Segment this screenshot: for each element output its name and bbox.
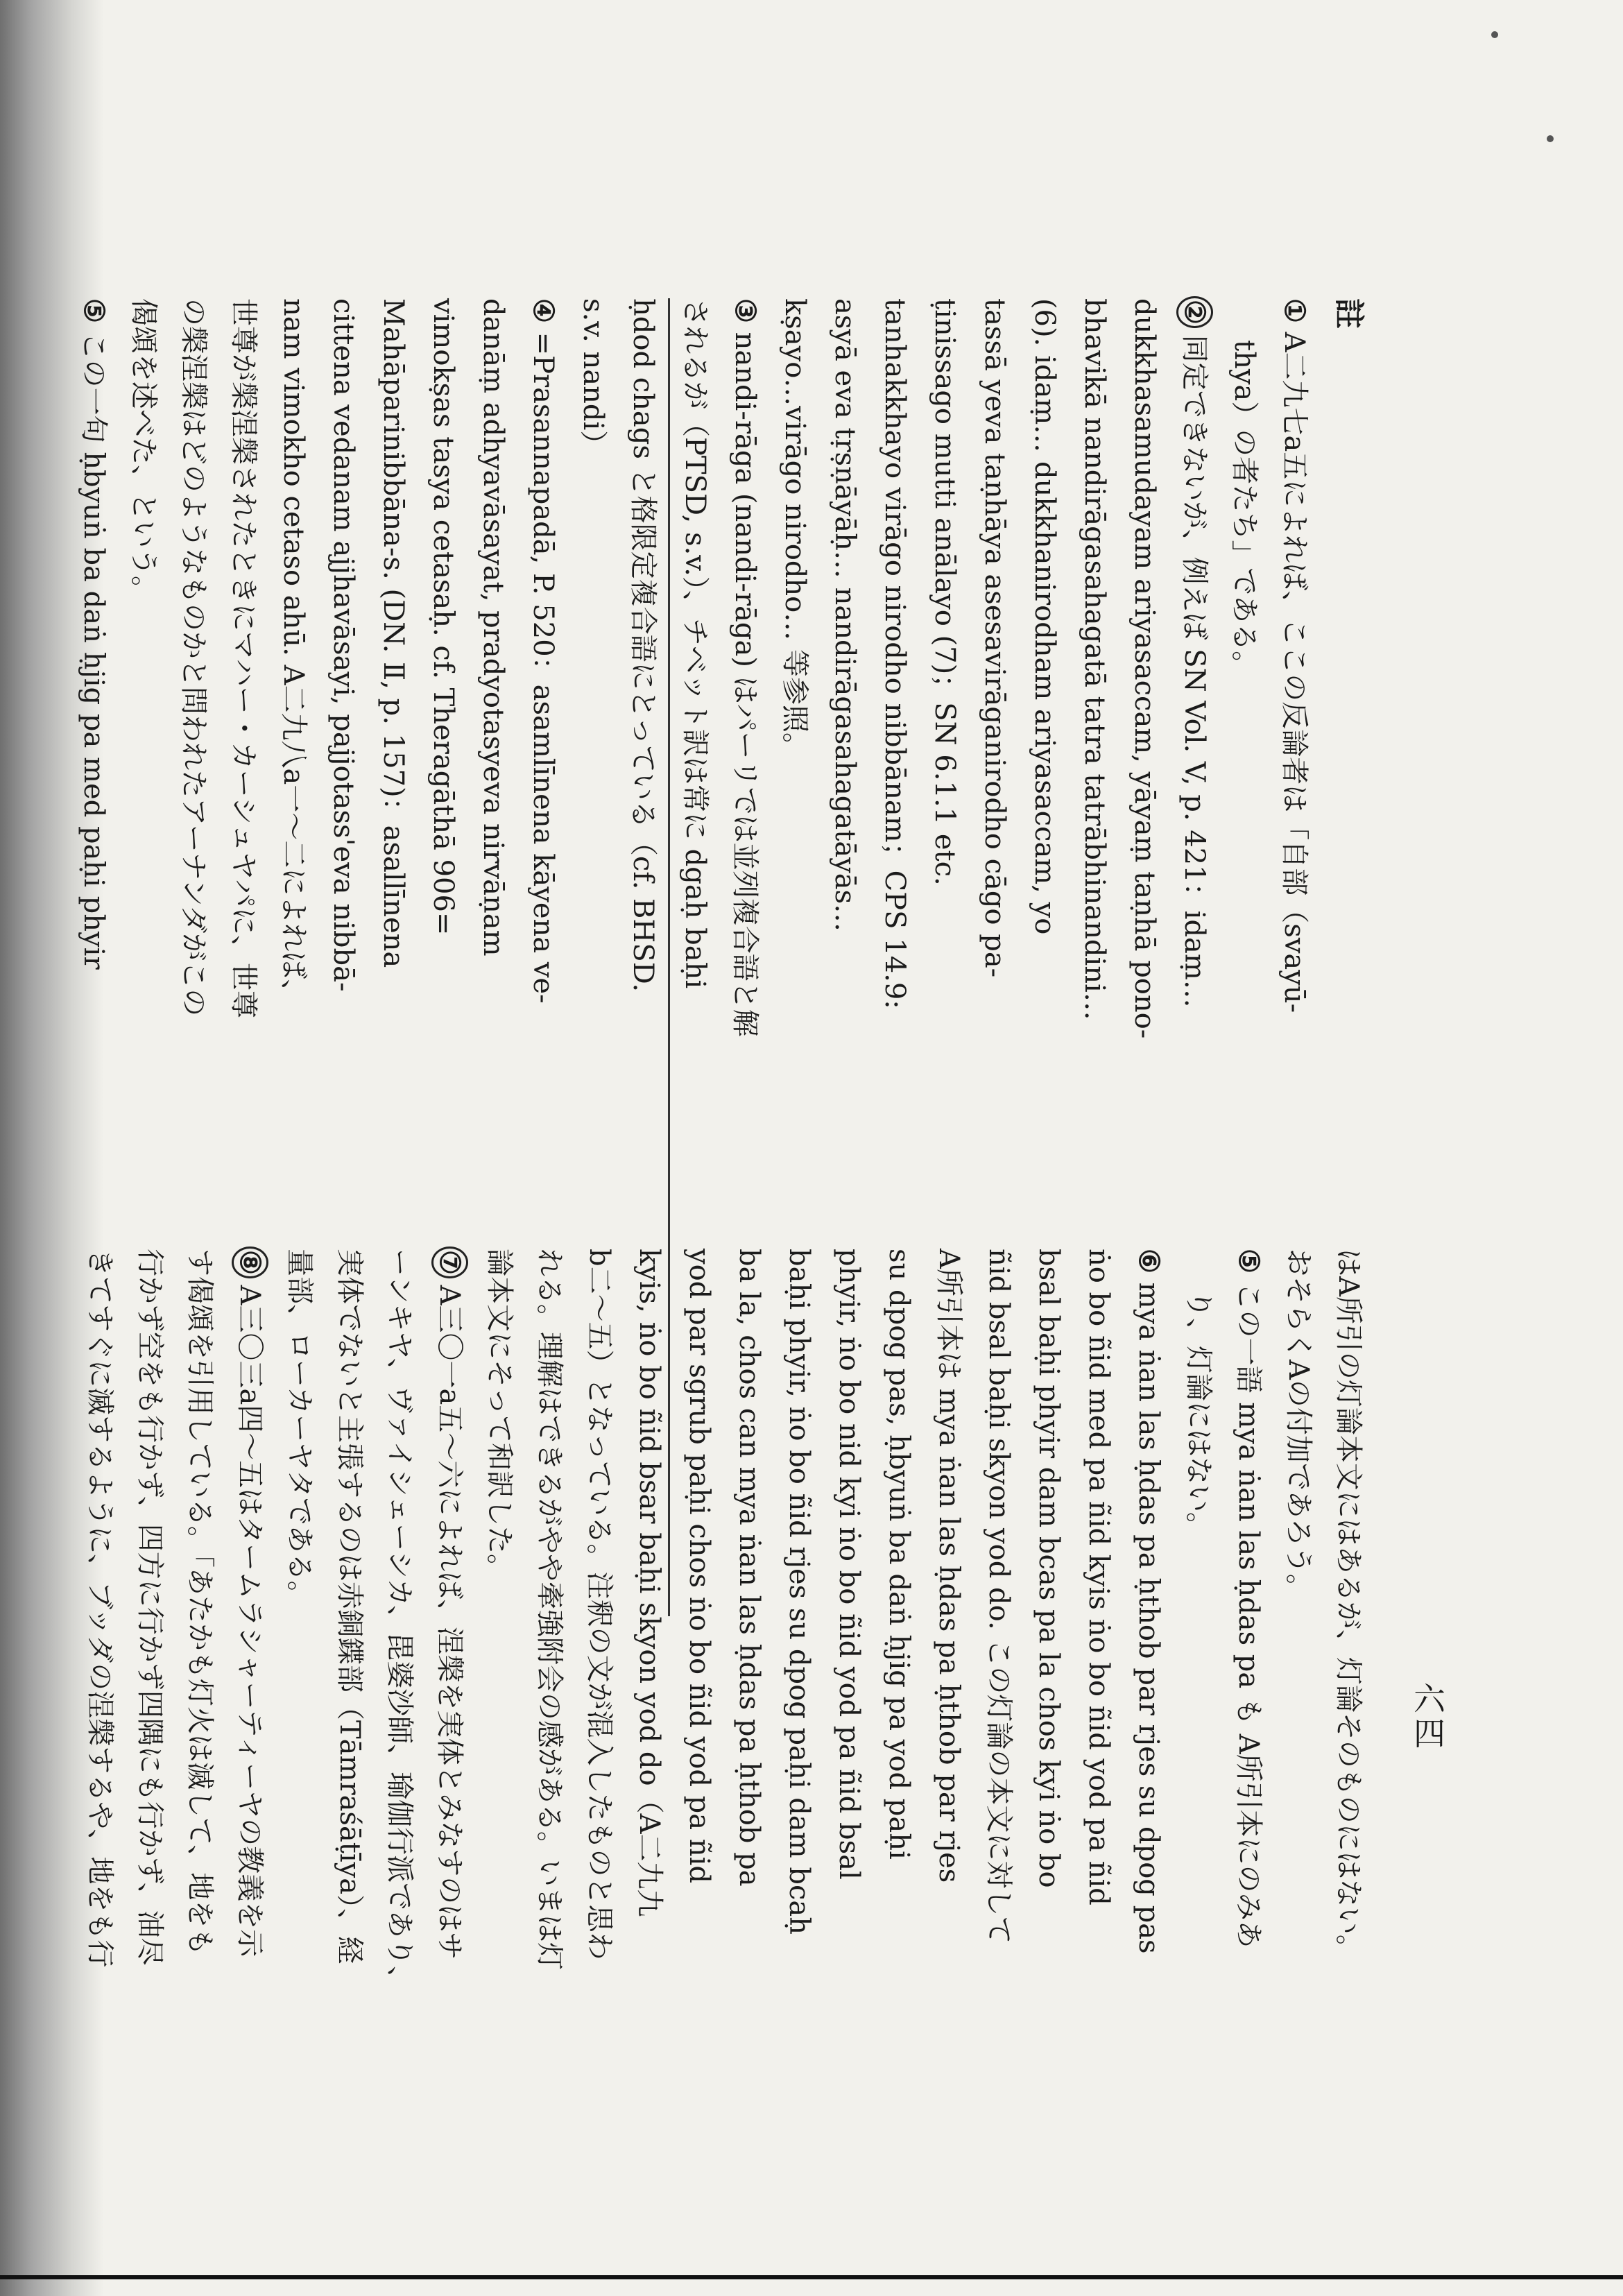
note-line: (6). idaṃ… dukkhanirodham ariyasaccam, yo: [1029, 298, 1060, 935]
note-line: kyis, ṅo bo ñid bsar baḥi skyon yod do（A二九九: [633, 1249, 665, 1917]
note-line: su dpog pas, ḥbyuṅ ba daṅ ḥjig pa yod paḥi: [883, 1249, 915, 1860]
note-line: dukkhasamudayam ariyasaccam, yāyaṃ taṇhā pono-: [1128, 298, 1160, 1039]
note-line: ーンキヤ、ヴァイシェーシカ、毘婆沙師、瑜伽行派であり、: [384, 1249, 415, 1994]
margin-mark: [1547, 135, 1554, 142]
note-line: はA所引の灯論本文にはあるが、灯論そのものにはない。: [1332, 1249, 1364, 1962]
note-7: ⑦ A三〇一a五〜六によれば、涅槃を実体とみなすのはサ ーンキヤ、ヴァイシェーシカ、毘婆沙師、瑜伽行派であり、 実体でないと主張するのは赤銅鍱部（Tāmraśāṭīya）、経 量部、ローカーヤタである。: [275, 1249, 474, 2171]
note-2: ② 同定できないが、例えば SN Vol. V, p. 421：idaṃ… dukkhasamudayam ariyasaccam, yāyaṃ taṇhā pono- bhavikā nandirāgasahagatā tatra tatrābhinandini… (6). idaṃ… dukkhanirodham ariyasaccam, yo tassā yeva taṇhāya asesavirāganirodho cāgo pa- ṭinissago mutti anālayo (7)；SN 6.1.1 etc. tanhakkhayo virāgo nirodho nibbānam；CPS 14.9: asyā eva tṛṣṇāyāḥ… nandirāgasahagatāyās… kṣayo…virāgo nirodho… 等参照。: [770, 298, 1219, 1616]
note-line: A二九七a五によれば、ここの反論者は「自部（svayū-: [1278, 332, 1310, 1013]
note-5: ⑤ この一句 ḥbyuṅ ba daṅ ḥjig pa med paḥi phyir: [78, 298, 110, 970]
note-line: 論本文にそって和訳した。: [483, 1249, 515, 1582]
bottom-rule: [0, 2275, 1623, 2279]
note-line: ṅo bo ñid med pa ñid kyis ṅo bo ñid yod pa ñid: [1083, 1249, 1115, 1905]
note-line: thya）の者たち」である。: [1228, 340, 1260, 679]
note-line: 同定できないが、例えば SN Vol. V, p. 421：idaṃ…: [1178, 334, 1210, 1008]
note-line: す偈頌を引用している。「あたかも灯火は滅して、地をも: [184, 1249, 216, 1956]
margin-mark: [1491, 31, 1498, 38]
note-6: ⑥ mya ṅan las ḥdas pa ḥthob par rjes su dpog pas ṅo bo ñid med pa ñid kyis ṅo bo ñid yod pa ñid bsal baḥi phyir dam bcas pa la chos kyi ṅo bo ñid bsal baḥi skyon yod do. この灯論の本文に対して A所引本は mya ṅan las ḥdas pa ḥthob par rjes su dpog pas, ḥbyuṅ ba daṅ ḥjig pa yod paḥi phyir, ṅo bo nid kyi ṅo bo ñid yod pa ñid bsal baḥi phyir, ṅo bo ñid rjes su dpog paḥi dam bcaḥ ba la, chos can mya ṅan las ḥdas pa ḥthob pa yod par sgrub paḥi chos ṅo bo ñid yod pa ñid kyis, ṅo bo ñid bsar baḥi skyon yod do（A二九九 b二〜五）となっている。注釈の文が混入したものと思わ れる。理解はできるがやや牽強附会の感がある。いまは灯 論本文にそって和訳した。: [474, 1249, 1174, 2171]
note-line: A三〇三a四〜五はタームラシャーティーヤの教義を示: [234, 1285, 266, 1957]
note-line: 実体でないと主張するのは赤銅鍱部（Tāmraśāṭīya）、経: [334, 1249, 366, 1964]
note-line: tassā yeva taṇhāya asesavirāganirodho cāgo pa-: [979, 298, 1011, 978]
note-line: A所引本は mya ṅan las ḥdas pa ḥthob par rjes: [933, 1249, 965, 1883]
note-line: 世尊が槃涅槃されたときにマハー・カーシュヤパに、世尊: [227, 298, 259, 1018]
note-line: bsal baḥi phyir dam bcas pa la chos kyi ṅo bo: [1033, 1249, 1065, 1888]
note-line: り、灯論にはない。: [1183, 1290, 1214, 1540]
note-1: ① A二九七a五によれば、ここの反論者は「自部（svayū- thya）の者たち」である。: [1219, 298, 1319, 1616]
note-5b: ⑤ この一語 mya ṅan las ḥdas pa も A所引本にのみあ り、灯論にはない。: [1174, 1249, 1273, 2171]
note-line: おそらくAの付加であろう。: [1282, 1249, 1314, 1602]
note-line: nam vimokho cetaso ahū. A二九八a一〜二によれば、: [277, 298, 309, 1007]
note-line: ba la, chos can mya ṅan las ḥdas pa ḥthob pa: [733, 1249, 765, 1887]
note-line: asyā eva tṛṣṇāyāḥ… nandirāgasahagatāyās…: [829, 298, 861, 932]
notes-heading: 註: [1331, 298, 1366, 329]
note-line: vimokṣas tasya cetasaḥ. cf. Theragāthā 906=: [427, 298, 459, 936]
note-line: きてすぐに滅するように、ブッダの涅槃するや、地をも行: [84, 1249, 116, 1968]
note-line: b二〜五）となっている。注釈の文が混入したものと思わ: [583, 1249, 615, 1960]
note-line: yod par sgrub paḥi chos ṅo bo ñid yod pa ñid: [683, 1249, 715, 1883]
note-line: ḥdod chags と格限定複合語にとっている（cf. BHSD.: [627, 298, 659, 993]
note-line: s.v. nandi）: [577, 298, 609, 459]
note-line: cittena vedanam ajjhavāsayi, pajjotass'eva nibbā-: [327, 298, 359, 992]
note-line: の槃涅槃はどのようなものかと問われたアーナンダがこの: [178, 298, 209, 1017]
note-line: nandi-rāga (nandi-rāga) はパーリでは並列複合語と解: [729, 332, 761, 1037]
note-line: mya ṅan las ḥdas pa ḥthob par rjes su dpog pas: [1133, 1282, 1165, 1954]
note-4: ④ =Prasannapadā, P. 520：asamlīnena kāyena ve- danāṃ adhyavāsayat, pradyotasyeva nirvāṇam vimokṣas tasya cetasaḥ. cf. Theragāthā 906= Mahāparinibbāna-s. (DN. Ⅱ, p. 157)：asallīnena cittena vedanam ajjhavāsayi, pajjotass'eva nibbā- nam vimokho cetaso ahū. A二九八a一〜二によれば、 世尊が槃涅槃されたときにマハー・カーシュヤパに、世尊 の槃涅槃はどのようなものかと問われたアーナンダがこの 偈頌を述べた、という。: [119, 298, 568, 1616]
note-line: 偈頌を述べた、という。: [128, 298, 160, 603]
note-continuation: [1273, 1249, 1373, 2171]
note-line: ṭinissago mutti anālayo (7)；SN 6.1.1 etc.: [929, 298, 961, 886]
note-line: phyir, ṅo bo nid kyi ṅo bo ñid yod pa ñid bsal: [833, 1249, 865, 1880]
note-line: Mahāparinibbāna-s. (DN. Ⅱ, p. 157)：asallīnena: [377, 298, 409, 968]
note-3: ③ nandi-rāga (nandi-rāga) はパーリでは並列複合語と解 されるが（PTSD, s.v.）、チベット訳は常に dgaḥ baḥi ḥdod chags と格限定複合語にとっている（cf. BHSD. s.v. nandi）: [568, 298, 770, 1616]
note-line: baḥi phyir, ṅo bo ñid rjes su dpog paḥi dam bcaḥ: [783, 1249, 815, 1935]
note-line: この一語 mya ṅan las ḥdas pa も A所引本にのみあ: [1233, 1282, 1264, 1948]
note-line: =Prasannapadā, P. 520：asamlīnena kāyena ve-: [527, 332, 559, 1004]
note-line: 量部、ローカーヤタである。: [284, 1249, 316, 1609]
note-line: bhavikā nandirāgasahagatā tatra tatrābhinandini…: [1079, 298, 1110, 1020]
note-line: ñid bsal baḥi skyon yod do. この灯論の本文に対して: [983, 1249, 1015, 1944]
note-8: ⑧ A三〇三a四〜五はタームラシャーティーヤの教義を示 す偈頌を引用している。「あたかも灯火は滅して、地をも 行かず空をも行かず、四方に行かず四隅にも行かず、油尽 きてすぐに滅するように、ブッダの涅槃するや、地をも行: [75, 1249, 275, 2171]
note-line: れる。理解はできるがやや牽強附会の感がある。いまは灯: [533, 1249, 565, 1970]
notes-column-left: [75, 1249, 1373, 2171]
page-number: 六四: [1409, 1682, 1446, 1751]
note-line: この一句 ḥbyuṅ ba daṅ ḥjig pa med paḥi phyir: [78, 332, 110, 970]
note-line: 行かず空をも行かず、四方に行かず四隅にも行かず、油尽: [134, 1249, 166, 1966]
note-line: danāṃ adhyavāsayat, pradyotasyeva nirvāṇam: [477, 298, 509, 957]
note-line: tanhakkhayo virāgo nirodho nibbānam；CPS 14.9:: [879, 298, 911, 1009]
note-line: A三〇一a五〜六によれば、涅槃を実体とみなすのはサ: [433, 1285, 465, 1960]
note-line: されるが（PTSD, s.v.）、チベット訳は常に dgaḥ baḥi: [668, 298, 720, 1616]
note-line: kṣayo…virāgo nirodho… 等参照。: [779, 298, 811, 760]
